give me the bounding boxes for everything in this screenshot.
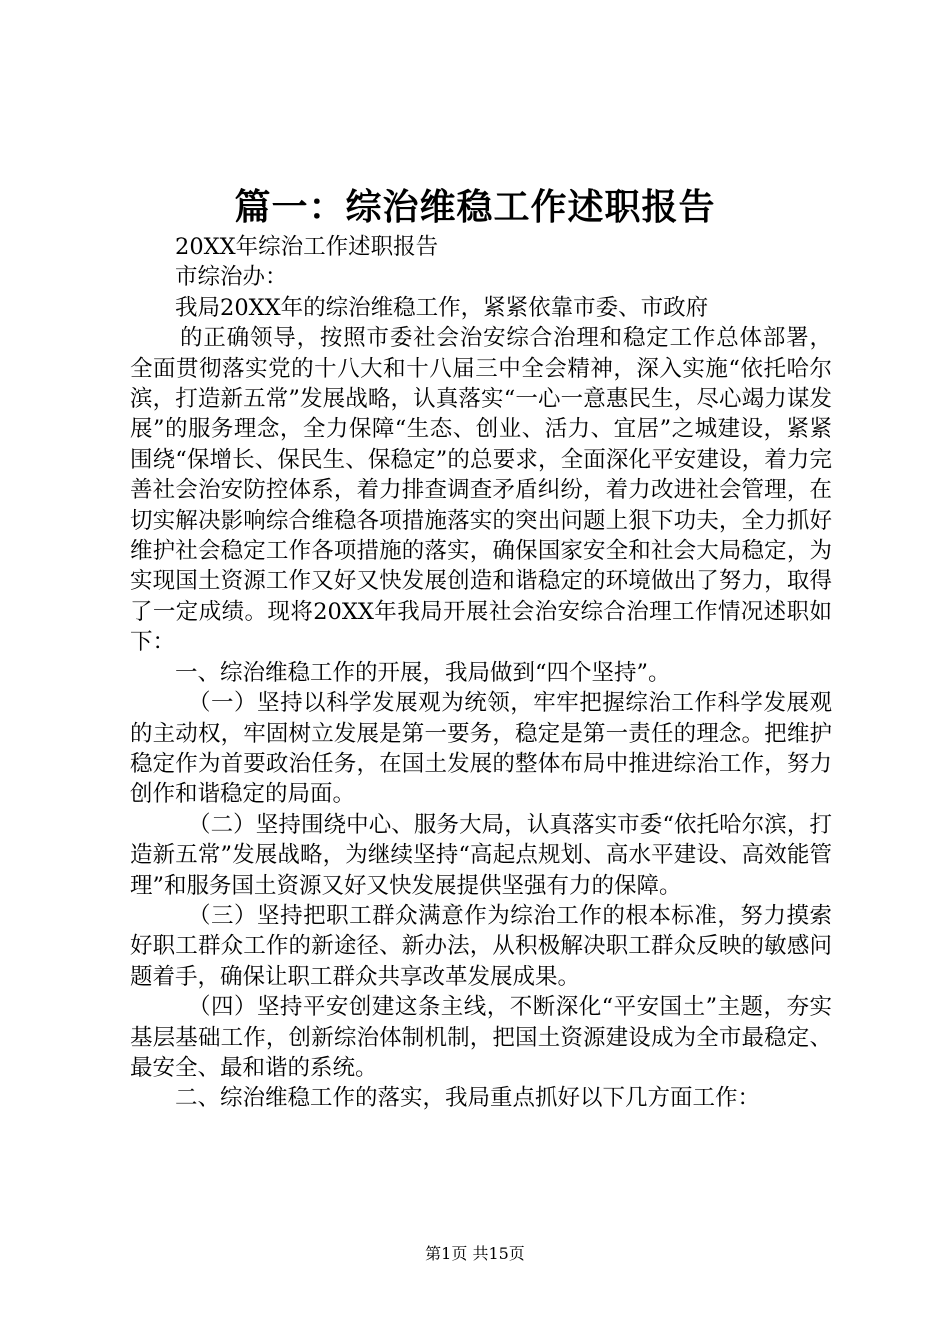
paragraph-intro-body: 的正确领导，按照市委社会治安综合治理和稳定工作总体部署，全面贯彻落实党的十八大和十八届三中全会精神，深入实施“依托哈尔滨，打造新五常”发展战略，认真落实“一心一意惠民生，尽心竭力谋发展”的服务理念，全力保障“生态、创业、活力、宜居”之城建设，紧紧围绕“保增长、保民生、保稳定”的总要求，全面深化平安建设，着力完善社会治安防控体系，着力排查调查矛盾纠纷，着力改进社会管理，在切实解决影响综合维稳各项措施落实的突出问题上狠下功夫，全力抓好维护社会稳定工作各项措施的落实，确保国家安全和社会大局稳定，为实现国土资源工作又好又快发展创造和谐稳定的环境做出了努力，取得了一定成绩。现将20XX年我局开展社会治安综合治理工作情况述职如下： (130, 325, 832, 656)
section-heading-1: 一、综治维稳工作的开展，我局做到“四个坚持”。 (175, 659, 671, 686)
addressee: 市综治办： (175, 264, 288, 291)
paragraph-item-2: （二）坚持围绕中心、服务大局，认真落实市委“依托哈尔滨，打造新五常”发展战略，为继续坚持“高起点规划、高水平建设、高效能管理”和服务国土资源又好又快发展提供坚强有力的保障。 (130, 811, 832, 899)
section-heading-2: 二、综治维稳工作的落实，我局重点抓好以下几方面工作： (175, 1085, 761, 1112)
document-body (130, 232, 832, 1114)
report-subtitle: 20XX年综治工作述职报告 (175, 234, 439, 260)
paragraph-intro-line: 我局20XX年的综治维稳工作，紧紧依靠市委、市政府 (175, 294, 709, 321)
page-number: 第1页 共15页 (425, 1244, 525, 1263)
page-footer (0, 1243, 950, 1265)
paragraph-item-4: （四）坚持平安创建这条主线，不断深化“平安国土”主题，夯实基层基础工作，创新综治体制机制，把国土资源建设成为全市最稳定、最安全、最和谐的系统。 (130, 994, 832, 1081)
paragraph-item-1: （一）坚持以科学发展观为统领，牢牢把握综治工作科学发展观的主动权，牢固树立发展是第一要务，稳定是第一责任的理念。把维护稳定作为首要政治任务，在国土发展的整体布局中推进综治工作，努力创作和谐稳定的局面。 (130, 690, 832, 808)
document-title: 篇一：综治维稳工作述职报告 (234, 186, 716, 228)
paragraph-item-3: （三）坚持把职工群众满意作为综治工作的根本标准，努力摸索好职工群众工作的新途径、新办法，从积极解决职工群众反映的敏感问题着手，确保让职工群众共享改革发展成果。 (130, 902, 832, 990)
